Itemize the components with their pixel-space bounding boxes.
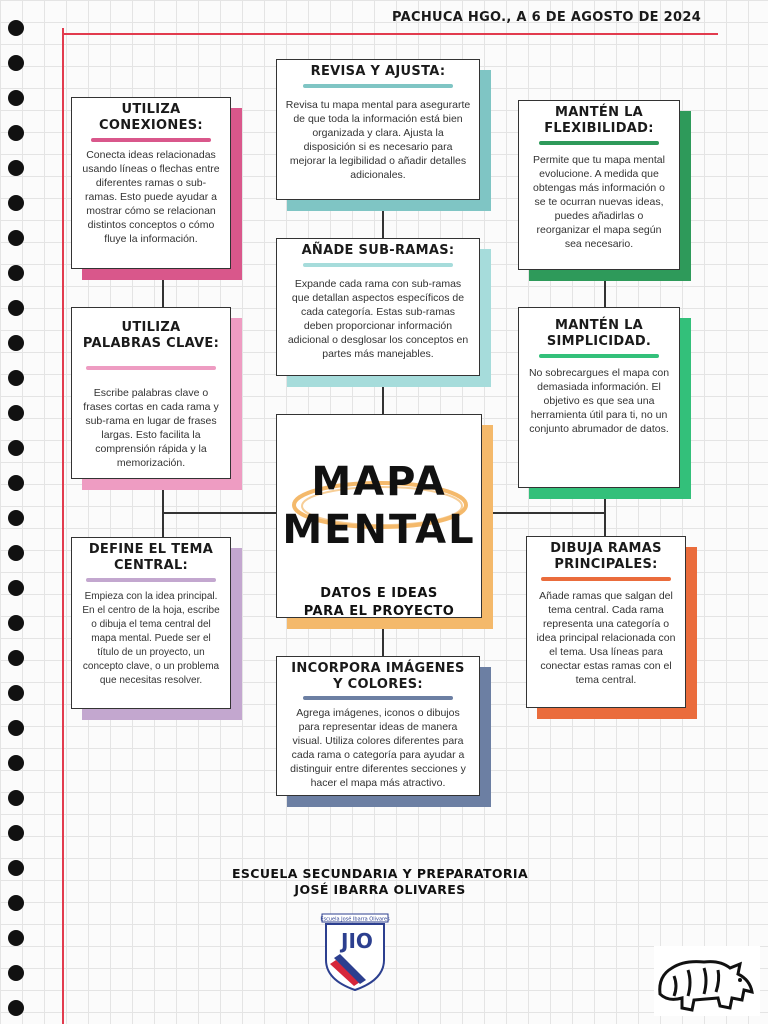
card-incorpora-imagenes-y-colores [276, 656, 480, 796]
card-utiliza-conexiones [71, 97, 231, 269]
card-title: INCORPORA IMÁGENES Y COLORES: [291, 661, 465, 692]
binding-hole [8, 160, 24, 176]
card-title: MANTÉN LA SIMPLICIDAD. [546, 318, 652, 349]
card-body [518, 307, 680, 488]
card-title: REVISA Y AJUSTA: [310, 64, 446, 79]
logo-caption: Escuela José Ibarra Olivares [320, 916, 390, 923]
logo-letters: JIO [341, 929, 373, 953]
center-card [276, 414, 482, 618]
card-body [526, 536, 686, 708]
center-subtitle [277, 585, 481, 621]
margin-line-vertical [62, 28, 64, 1024]
binding-hole [8, 1000, 24, 1016]
card-dibuja-ramas-principales [526, 536, 686, 708]
center-topic [276, 414, 482, 618]
card-define-el-tema-central [71, 537, 231, 709]
card-title: MANTÉN LA FLEXIBILIDAD: [544, 105, 654, 136]
rhino-stamp-icon [654, 946, 760, 1016]
card-body [276, 238, 480, 376]
card-body [276, 59, 480, 200]
card-text: Expande cada rama con sub-ramas que detallan aspectos específicos de cada categoría. Estas sub-ramas deben proporcionar información adicional o desglosar los conceptos en partes más manejables. [287, 278, 469, 360]
card-title: AÑADE SUB-RAMAS: [301, 243, 455, 258]
binding-hole [8, 55, 24, 71]
card-text: Añade ramas que salgan del tema central. Cada rama representa una categoría o idea principal relacionada con el tema. Usa líneas para conectar estas ramas con el tema central. [536, 590, 676, 686]
card-body [71, 97, 231, 269]
school-name-block [180, 866, 580, 898]
connector-line [162, 512, 276, 514]
school-shield-logo [320, 912, 390, 992]
binding-hole [8, 125, 24, 141]
margin-line-horizontal [62, 33, 718, 35]
card-text: Revisa tu mapa mental para asegurarte de que toda la información está bien organizada y clara. Ajusta la disposición si es necesario para mejorar la legibilidad o añadir detalles adicionales. [285, 99, 471, 181]
card-anade-sub-ramas [276, 238, 480, 376]
binding-hole [8, 685, 24, 701]
binding-hole [8, 90, 24, 106]
binding-hole [8, 615, 24, 631]
card-utiliza-palabras-clave [71, 307, 231, 479]
binding-hole [8, 265, 24, 281]
binding-hole [8, 895, 24, 911]
card-manten-la-simplicidad [518, 307, 680, 488]
card-accent-bar [86, 578, 216, 582]
binding-hole [8, 545, 24, 561]
card-accent-bar [539, 354, 659, 358]
binding-hole [8, 650, 24, 666]
binding-hole [8, 790, 24, 806]
school-name-line2: JOSÉ IBARRA OLIVARES [294, 882, 466, 897]
binding-hole [8, 860, 24, 876]
binding-hole [8, 755, 24, 771]
card-text: No sobrecargues el mapa con demasiada información. El objetivo es que sea una herramienta útil para ti, no un conjunto abrumador de datos. [528, 367, 670, 435]
binding-hole [8, 930, 24, 946]
card-text: Empieza con la idea principal. En el centro de la hoja, escribe o dibuja el tema central del mapa mental. Puede ser el título de un proyecto, un concepto clave, o un problema que necesitas resolver. [82, 591, 220, 686]
binding-hole [8, 965, 24, 981]
binding-hole [8, 475, 24, 491]
school-name-line1: ESCUELA SECUNDARIA Y PREPARATORIA [231, 866, 529, 881]
binding-hole [8, 720, 24, 736]
card-text: Conecta ideas relacionadas usando líneas o flechas entre diferentes ramas o sub-ramas. Esto puede ayudar a mostrar cómo se relacionan distintos conceptos o cómo fluye la información. [82, 149, 220, 245]
card-accent-bar [303, 84, 453, 88]
center-title-line2: MENTAL [282, 507, 476, 553]
card-body [71, 537, 231, 709]
card-accent-bar [541, 577, 671, 581]
card-accent-bar [539, 141, 659, 145]
binding-hole [8, 230, 24, 246]
card-accent-bar [303, 696, 453, 700]
card-text: Permite que tu mapa mental evolucione. A medida que obtengas más información o se te ocurran nuevas ideas, puedes añadirlas o reorganizar el mapa según sea necesario. [533, 154, 665, 250]
binding-hole [8, 370, 24, 386]
card-accent-bar [91, 138, 211, 142]
binding-hole [8, 825, 24, 841]
binding-hole [8, 300, 24, 316]
binding-hole [8, 510, 24, 526]
card-body [518, 100, 680, 270]
card-accent-bar [303, 263, 453, 267]
card-title: UTILIZA PALABRAS CLAVE: [82, 320, 220, 351]
binding-hole [8, 440, 24, 456]
card-title: UTILIZA CONEXIONES: [99, 102, 203, 133]
card-revisa-y-ajusta [276, 59, 480, 200]
card-title: DIBUJA RAMAS PRINCIPALES: [550, 541, 662, 572]
card-accent-bar [86, 366, 216, 370]
card-title: DEFINE EL TEMA CENTRAL: [88, 542, 214, 573]
binding-hole [8, 405, 24, 421]
card-text: Agrega imágenes, iconos o dibujos para representar ideas de manera visual. Utiliza colores diferentes para cada rama o categoría para ayudar a distinguir entre diferentes secciones y hacer el mapa más atractivo. [290, 707, 466, 789]
card-text: Escribe palabras clave o frases cortas en cada rama y sub-rama en lugar de frases largas. Esto facilita la comprensión rápida y la memorización. [83, 387, 219, 469]
center-subtitle-line2: PARA EL PROYECTO [303, 604, 455, 619]
card-manten-la-flexibilidad [518, 100, 680, 270]
binding-hole [8, 335, 24, 351]
center-subtitle-line1: DATOS E IDEAS [320, 586, 438, 601]
binding-hole [8, 580, 24, 596]
connector-line [492, 512, 605, 514]
date-heading: PACHUCA HGO., A 6 DE AGOSTO DE 2024 [392, 10, 702, 25]
binding-hole [8, 195, 24, 211]
card-body [276, 656, 480, 796]
card-body [71, 307, 231, 479]
center-title-line1: MAPA [311, 459, 447, 505]
binding-hole [8, 20, 24, 36]
